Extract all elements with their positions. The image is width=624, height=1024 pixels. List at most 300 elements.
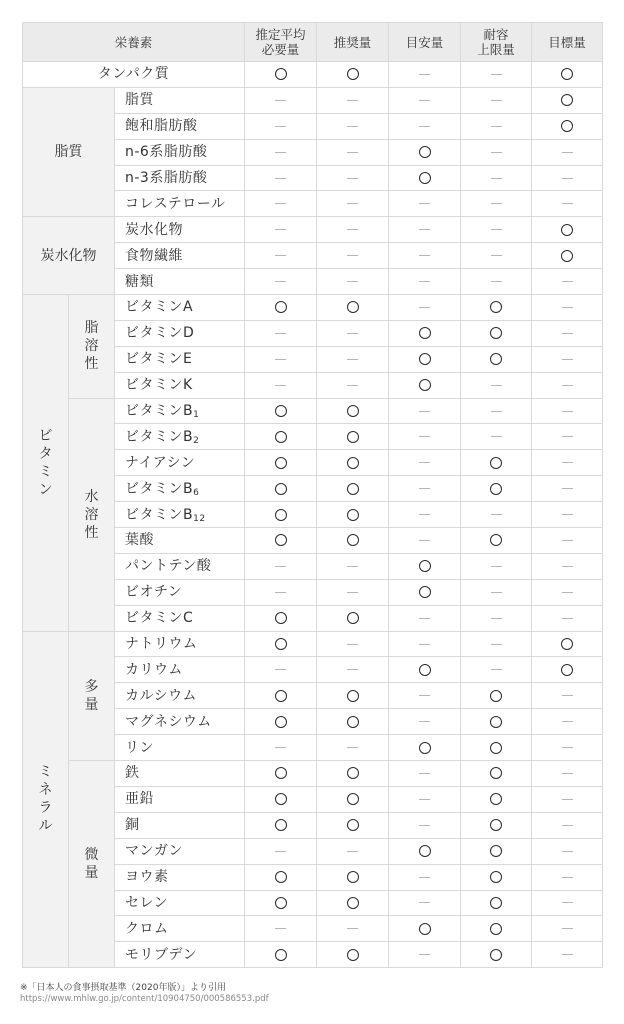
mark-cell xyxy=(461,502,532,528)
nutrient-table xyxy=(22,22,603,968)
mark-cell xyxy=(245,165,317,191)
dash-mark xyxy=(419,877,430,878)
mark-cell xyxy=(389,398,461,424)
circle-mark xyxy=(275,534,287,546)
dash-mark xyxy=(562,152,573,153)
dash-mark xyxy=(347,255,358,256)
mark-cell xyxy=(389,864,461,890)
mark-cell xyxy=(389,657,461,683)
circle-mark xyxy=(419,586,431,598)
mark-cell xyxy=(461,243,532,269)
circle-mark xyxy=(490,327,502,339)
column-header xyxy=(245,23,317,62)
circle-mark xyxy=(561,664,573,676)
circle-mark xyxy=(347,405,359,417)
mark-cell xyxy=(389,890,461,916)
mark-cell xyxy=(245,838,317,864)
dash-mark xyxy=(491,436,502,437)
dash-mark xyxy=(419,462,430,463)
circle-mark xyxy=(419,742,431,754)
dash-mark xyxy=(562,307,573,308)
dash-mark xyxy=(419,126,430,127)
nutrient-name: ビオチン xyxy=(115,579,245,605)
circle-mark xyxy=(275,690,287,702)
dash-mark xyxy=(347,669,358,670)
mark-cell xyxy=(245,113,317,139)
dash-mark xyxy=(419,540,430,541)
mark-cell xyxy=(532,838,603,864)
mark-cell xyxy=(317,864,389,890)
dash-mark xyxy=(275,203,286,204)
circle-mark xyxy=(275,431,287,443)
mark-cell xyxy=(317,62,389,88)
mark-cell xyxy=(461,683,532,709)
circle-mark xyxy=(347,897,359,909)
mark-cell xyxy=(461,320,532,346)
mark-cell xyxy=(389,812,461,838)
circle-mark xyxy=(419,146,431,158)
dash-mark xyxy=(491,411,502,412)
mark-cell xyxy=(532,942,603,968)
mark-cell xyxy=(389,139,461,165)
circle-mark xyxy=(490,767,502,779)
dash-mark xyxy=(275,152,286,153)
mark-cell xyxy=(317,812,389,838)
dash-mark xyxy=(275,566,286,567)
dash-mark xyxy=(562,721,573,722)
dash-mark xyxy=(275,592,286,593)
mark-cell xyxy=(389,217,461,243)
dash-mark xyxy=(347,566,358,567)
dash-mark xyxy=(347,928,358,929)
circle-mark xyxy=(490,949,502,961)
dash-mark xyxy=(347,359,358,360)
dash-mark xyxy=(419,514,430,515)
mark-cell xyxy=(245,346,317,372)
circle-mark xyxy=(490,793,502,805)
column-header-label: 栄養素 xyxy=(114,34,153,50)
mark-cell xyxy=(461,191,532,217)
mark-cell xyxy=(461,657,532,683)
dash-mark xyxy=(491,385,502,386)
mark-cell xyxy=(317,87,389,113)
subgroup-label: 水溶性 xyxy=(69,398,115,631)
nutrient-name: n-6系脂肪酸 xyxy=(115,139,245,165)
nutrient-name: カリウム xyxy=(115,657,245,683)
mark-cell xyxy=(461,372,532,398)
dash-mark xyxy=(562,851,573,852)
mark-cell xyxy=(532,476,603,502)
mark-cell xyxy=(245,295,317,321)
mark-cell xyxy=(245,786,317,812)
mark-cell xyxy=(532,916,603,942)
mark-cell xyxy=(245,942,317,968)
dash-mark xyxy=(491,592,502,593)
table-row xyxy=(23,631,603,657)
mark-cell xyxy=(461,87,532,113)
dash-mark xyxy=(562,488,573,489)
mark-cell xyxy=(245,372,317,398)
mark-cell xyxy=(461,139,532,165)
mark-cell xyxy=(461,553,532,579)
mark-cell xyxy=(461,942,532,968)
circle-mark xyxy=(419,560,431,572)
nutrient-name: 飽和脂肪酸 xyxy=(115,113,245,139)
mark-cell xyxy=(245,761,317,787)
nutrient-name: コレステロール xyxy=(115,191,245,217)
mark-cell xyxy=(389,295,461,321)
circle-mark xyxy=(561,224,573,236)
mark-cell xyxy=(317,579,389,605)
mark-cell xyxy=(317,165,389,191)
mark-cell xyxy=(389,631,461,657)
mark-cell xyxy=(532,113,603,139)
circle-mark xyxy=(490,923,502,935)
nutrient-name: 食物繊維 xyxy=(115,243,245,269)
nutrient-name: 葉酸 xyxy=(115,528,245,554)
column-header xyxy=(317,23,389,62)
circle-mark xyxy=(561,120,573,132)
mark-cell xyxy=(389,553,461,579)
column-header-label: 推奨量 xyxy=(333,34,372,50)
circle-mark xyxy=(347,690,359,702)
mark-cell xyxy=(389,683,461,709)
mark-cell xyxy=(532,87,603,113)
dash-mark xyxy=(419,695,430,696)
nutrient-name: ビタミンB6 xyxy=(115,476,245,502)
circle-mark xyxy=(419,172,431,184)
nutrient-name: セレン xyxy=(115,890,245,916)
dash-mark xyxy=(491,100,502,101)
mark-cell xyxy=(389,87,461,113)
circle-mark xyxy=(275,612,287,624)
circle-mark xyxy=(561,638,573,650)
footnote: ※「日本人の食事摂取基準（2020年版）」より引用 xyxy=(20,983,226,993)
nutrient-name: マグネシウム xyxy=(115,709,245,735)
nutrient-name: ナトリウム xyxy=(115,631,245,657)
dash-mark xyxy=(562,799,573,800)
dash-mark xyxy=(419,773,430,774)
mark-cell xyxy=(461,916,532,942)
mark-cell xyxy=(389,450,461,476)
nutrient-name: 銅 xyxy=(115,812,245,838)
mark-cell xyxy=(461,812,532,838)
mark-cell xyxy=(389,838,461,864)
dash-mark xyxy=(562,928,573,929)
nutrient-name: 亜鉛 xyxy=(115,786,245,812)
mark-cell xyxy=(245,916,317,942)
nutrient-name: モリブデン xyxy=(115,942,245,968)
mark-cell xyxy=(461,631,532,657)
circle-mark xyxy=(490,716,502,728)
mark-cell xyxy=(389,709,461,735)
mark-cell xyxy=(532,62,603,88)
dash-mark xyxy=(562,592,573,593)
dash-mark xyxy=(275,359,286,360)
mark-cell xyxy=(532,761,603,787)
column-header xyxy=(461,23,532,62)
nutrient-name: ビタミンD xyxy=(115,320,245,346)
dash-mark xyxy=(419,411,430,412)
group-label: ビタミン xyxy=(23,295,69,632)
dash-mark xyxy=(275,385,286,386)
dash-mark xyxy=(562,618,573,619)
mark-cell xyxy=(245,657,317,683)
dash-mark xyxy=(562,462,573,463)
circle-mark xyxy=(275,767,287,779)
circle-mark xyxy=(347,871,359,883)
mark-cell xyxy=(532,217,603,243)
subgroup-label: 微量 xyxy=(69,761,115,968)
dash-mark xyxy=(419,229,430,230)
dash-mark xyxy=(347,851,358,852)
circle-mark xyxy=(490,534,502,546)
table-row xyxy=(23,87,603,113)
dash-mark xyxy=(419,74,430,75)
dash-mark xyxy=(491,74,502,75)
mark-cell xyxy=(317,398,389,424)
mark-cell xyxy=(317,761,389,787)
nutrient-name: 脂質 xyxy=(115,87,245,113)
column-header-label: 目標量 xyxy=(548,34,586,50)
mark-cell xyxy=(532,786,603,812)
nutrient-name: ビタミンA xyxy=(115,295,245,321)
dash-mark xyxy=(491,255,502,256)
mark-cell xyxy=(532,502,603,528)
circle-mark xyxy=(419,845,431,857)
circle-mark xyxy=(347,819,359,831)
table-row xyxy=(23,761,603,787)
nutrient-name: ビタミンB1 xyxy=(115,398,245,424)
mark-cell xyxy=(245,631,317,657)
dash-mark xyxy=(419,721,430,722)
mark-cell xyxy=(532,450,603,476)
mark-cell xyxy=(245,683,317,709)
mark-cell xyxy=(245,269,317,295)
mark-cell xyxy=(245,243,317,269)
mark-cell xyxy=(245,139,317,165)
dash-mark xyxy=(562,902,573,903)
mark-cell xyxy=(389,735,461,761)
mark-cell xyxy=(532,398,603,424)
dash-mark xyxy=(562,773,573,774)
circle-mark xyxy=(347,68,359,80)
circle-mark xyxy=(275,301,287,313)
dash-mark xyxy=(562,954,573,955)
dash-mark xyxy=(419,255,430,256)
mark-cell xyxy=(245,709,317,735)
mark-cell xyxy=(461,735,532,761)
mark-cell xyxy=(461,579,532,605)
dash-mark xyxy=(562,178,573,179)
mark-cell xyxy=(461,165,532,191)
dash-mark xyxy=(491,566,502,567)
circle-mark xyxy=(275,457,287,469)
dash-mark xyxy=(347,100,358,101)
mark-cell xyxy=(317,424,389,450)
circle-mark xyxy=(347,612,359,624)
mark-cell xyxy=(317,631,389,657)
mark-cell xyxy=(245,191,317,217)
circle-mark xyxy=(490,819,502,831)
dash-mark xyxy=(562,203,573,204)
mark-cell xyxy=(389,269,461,295)
mark-cell xyxy=(389,191,461,217)
dash-mark xyxy=(275,126,286,127)
column-header xyxy=(23,23,245,62)
mark-cell xyxy=(317,113,389,139)
mark-cell xyxy=(532,657,603,683)
circle-mark xyxy=(347,457,359,469)
mark-cell xyxy=(461,864,532,890)
table-row xyxy=(23,217,603,243)
mark-cell xyxy=(532,579,603,605)
circle-mark xyxy=(490,301,502,313)
mark-cell xyxy=(389,243,461,269)
mark-cell xyxy=(532,553,603,579)
circle-mark xyxy=(561,68,573,80)
mark-cell xyxy=(317,320,389,346)
circle-mark xyxy=(419,379,431,391)
dash-mark xyxy=(347,126,358,127)
mark-cell xyxy=(317,786,389,812)
mark-cell xyxy=(389,942,461,968)
dash-mark xyxy=(491,644,502,645)
column-header-label: 目安量 xyxy=(405,34,444,50)
circle-mark xyxy=(347,301,359,313)
dash-mark xyxy=(419,203,430,204)
dash-mark xyxy=(491,669,502,670)
table-body xyxy=(23,62,603,968)
nutrient-name: 糖類 xyxy=(115,269,245,295)
column-header-label: 上限量 xyxy=(477,42,515,57)
mark-cell xyxy=(461,786,532,812)
mark-cell xyxy=(317,735,389,761)
dash-mark xyxy=(275,100,286,101)
circle-mark xyxy=(419,664,431,676)
dash-mark xyxy=(347,747,358,748)
circle-mark xyxy=(275,483,287,495)
dash-mark xyxy=(419,954,430,955)
circle-mark xyxy=(347,534,359,546)
nutrient-name: n-3系脂肪酸 xyxy=(115,165,245,191)
mark-cell xyxy=(389,605,461,631)
mark-cell xyxy=(245,605,317,631)
dash-mark xyxy=(491,178,502,179)
dash-mark xyxy=(347,203,358,204)
circle-mark xyxy=(347,431,359,443)
mark-cell xyxy=(532,631,603,657)
mark-cell xyxy=(461,424,532,450)
dash-mark xyxy=(275,747,286,748)
mark-cell xyxy=(245,735,317,761)
circle-mark xyxy=(275,819,287,831)
circle-mark xyxy=(347,716,359,728)
mark-cell xyxy=(317,838,389,864)
mark-cell xyxy=(389,62,461,88)
dash-mark xyxy=(347,152,358,153)
mark-cell xyxy=(317,709,389,735)
source-url: https://www.mhlw.go.jp/content/10904750/000586553.pdf xyxy=(20,994,269,1004)
mark-cell xyxy=(317,553,389,579)
mark-cell xyxy=(245,812,317,838)
mark-cell xyxy=(317,139,389,165)
mark-cell xyxy=(532,812,603,838)
dash-mark xyxy=(562,333,573,334)
mark-cell xyxy=(389,528,461,554)
mark-cell xyxy=(461,476,532,502)
mark-cell xyxy=(317,243,389,269)
mark-cell xyxy=(532,269,603,295)
subgroup-label: 脂溶性 xyxy=(69,295,115,399)
circle-mark xyxy=(490,353,502,365)
circle-mark xyxy=(490,871,502,883)
column-header xyxy=(532,23,603,62)
mark-cell xyxy=(532,165,603,191)
nutrient-name: ビタミンB12 xyxy=(115,502,245,528)
circle-mark xyxy=(419,327,431,339)
mark-cell xyxy=(317,942,389,968)
nutrient-name: リン xyxy=(115,735,245,761)
mark-cell xyxy=(245,579,317,605)
dash-mark xyxy=(347,592,358,593)
mark-cell xyxy=(317,916,389,942)
circle-mark xyxy=(347,483,359,495)
circle-mark xyxy=(347,767,359,779)
dash-mark xyxy=(562,385,573,386)
table-row xyxy=(23,398,603,424)
mark-cell xyxy=(317,502,389,528)
mark-cell xyxy=(461,528,532,554)
mark-cell xyxy=(461,398,532,424)
mark-cell xyxy=(317,683,389,709)
dash-mark xyxy=(562,825,573,826)
dash-mark xyxy=(275,669,286,670)
mark-cell xyxy=(532,191,603,217)
mark-cell xyxy=(461,346,532,372)
nutrient-name: 炭水化物 xyxy=(115,217,245,243)
mark-cell xyxy=(245,502,317,528)
mark-cell xyxy=(532,735,603,761)
dash-mark xyxy=(347,644,358,645)
mark-cell xyxy=(461,709,532,735)
mark-cell xyxy=(389,346,461,372)
mark-cell xyxy=(317,269,389,295)
mark-cell xyxy=(461,838,532,864)
circle-mark xyxy=(275,793,287,805)
circle-mark xyxy=(347,949,359,961)
dash-mark xyxy=(491,618,502,619)
dash-mark xyxy=(347,385,358,386)
dash-mark xyxy=(491,281,502,282)
dash-mark xyxy=(419,799,430,800)
dash-mark xyxy=(419,281,430,282)
mark-cell xyxy=(317,372,389,398)
nutrient-name: タンパク質 xyxy=(23,62,245,88)
dash-mark xyxy=(347,178,358,179)
mark-cell xyxy=(245,217,317,243)
nutrient-name: ビタミンC xyxy=(115,605,245,631)
dash-mark xyxy=(491,126,502,127)
dash-mark xyxy=(562,540,573,541)
nutrient-name: 鉄 xyxy=(115,761,245,787)
circle-mark xyxy=(347,509,359,521)
group-label: ミネラル xyxy=(23,631,69,968)
circle-mark xyxy=(490,690,502,702)
circle-mark xyxy=(275,405,287,417)
circle-mark xyxy=(561,250,573,262)
dash-mark xyxy=(275,178,286,179)
